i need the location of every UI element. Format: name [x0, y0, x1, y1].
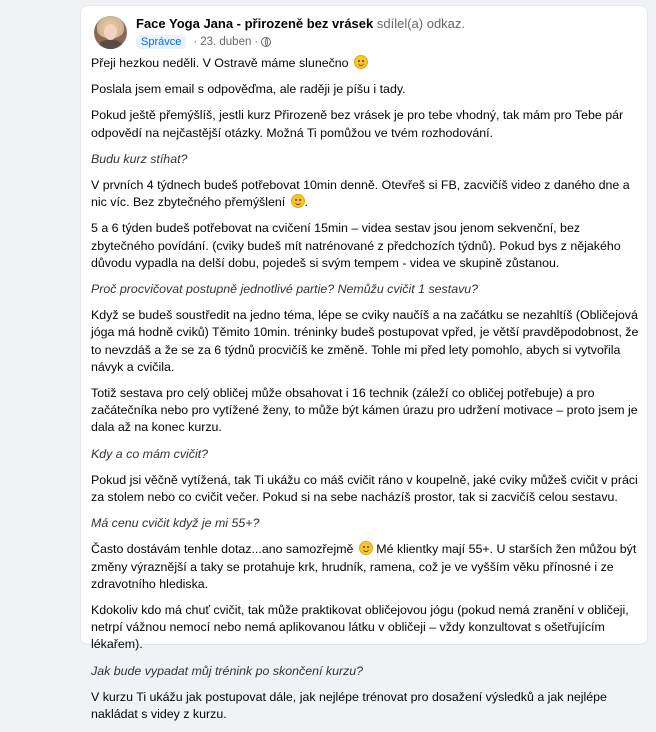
paragraph-text: Často dostávám tenhle dotaz...ano samozřejmě	[91, 542, 354, 557]
author-name[interactable]: Face Yoga Jana - přirozeně bez vrásek	[136, 16, 374, 31]
post-question	[91, 151, 639, 168]
paragraph-text: Pokud jsi věčně vytížená, tak Ti ukážu co máš cvičit ráno v koupelně, jaké cviky můžeš cvičit v práci za stolem nebo co cvičit večer. Pokud si na sebe nacházíš prostor, tak si zacvičíš celou sestavu.	[91, 472, 638, 505]
paragraph-text: Přeji hezkou neděli. V Ostravě máme slunečno	[91, 56, 349, 70]
post-date[interactable]: 23. duben	[200, 36, 252, 48]
paragraph-text-after: .	[304, 195, 309, 210]
paragraph-text: V kurzu Ti ukážu jak postupovat dále, jak nejlépe trénovat pro dosažení výsledků a jak nejlépe nakládat s videy z kurzu.	[91, 689, 607, 722]
paragraph-text: 5 a 6 týden budeš potřebovat na cvičení 15min – videa sestav jsou jenom sekvenční, bez zbytečného povídání. (cviky budeš mít natrénované z předchozích týdnů). Pokud bys z nějakého důvodu vypadla na delší dobu, pojedeš si svým tempem - videa ve skupině zůstanou.	[91, 221, 621, 270]
post-paragraph	[91, 307, 639, 376]
paragraph-text: Proč procvičovat postupně jednotlivé partie? Nemůžu cvičit 1 sestavu?	[91, 282, 479, 297]
post-paragraph	[91, 689, 639, 723]
post-paragraph	[91, 81, 639, 98]
post-paragraph	[91, 541, 639, 593]
post-title-line	[136, 16, 465, 31]
post-question	[91, 446, 639, 463]
post-paragraph	[91, 55, 639, 72]
post-meta: Správce · 23. duben ·	[136, 35, 274, 49]
paragraph-text: Kdy a co mám cvičit?	[91, 446, 209, 461]
smile-emoji-icon	[354, 55, 368, 69]
post-action: sdílel(a) odkaz.	[376, 16, 466, 31]
post-question	[91, 663, 639, 680]
post-paragraph	[91, 472, 639, 506]
paragraph-text: Poslala jsem email s odpověďma, ale raději je píšu i tady.	[91, 82, 406, 97]
post-paragraph	[91, 602, 639, 654]
author-avatar[interactable]	[94, 16, 127, 49]
post-body	[91, 55, 639, 732]
smile-emoji-icon	[359, 541, 373, 555]
post-header	[94, 12, 637, 52]
smile-emoji-icon	[291, 194, 305, 208]
post-card	[80, 5, 648, 722]
paragraph-text: Budu kurz stíhat?	[91, 151, 188, 166]
post-paragraph	[91, 385, 639, 437]
paragraph-text: V prvních 4 týdnech budeš potřebovat 10min denně. Otevřeš si FB, zacvičíš video z daného dne a nic víc. Bez zbytečného přemýšlení	[91, 178, 630, 210]
paragraph-text-after: Mé klientky mají 55+. U starších žen můžou být změny výraznější a taky se protahuje krk, hrudník, ramena, což je ve vyšším věku přínosné i ze zdravotního hlediska.	[91, 542, 637, 591]
paragraph-text: Pokud ještě přemýšlíš, jestli kurz Přirozeně bez vrásek je pro tebe vhodný, tak mám pro Tebe pár odpovědí na nejčastější otázky. Možná Ti pomůžou ve tvém rozhodování.	[91, 108, 624, 140]
audience-globe-icon	[261, 37, 271, 47]
post-paragraph	[91, 220, 639, 272]
post-paragraph	[91, 107, 639, 141]
post-paragraph	[91, 177, 639, 211]
post-question	[91, 515, 639, 532]
admin-badge: Správce	[136, 35, 186, 49]
post-question	[91, 281, 639, 298]
paragraph-text: Když se budeš soustředit na jedno téma, lépe se cviky naučíš a na začátku se nezahltíš (Obličejová jóga má hodně cviků) Těmito 10min. tréninky budeš postupovat vpřed, je větší pravděpodobnost, že to nevzdáš a že se za 6 týdnů procvičíš ke změně. Tohle mi před lety pomohlo, abych si vytvořila návyk a cvičila.	[91, 308, 639, 374]
paragraph-text: Totiž sestava pro celý obličej může obsahovat i 16 technik (záleží co obličej potřebuje) a pro začátečníka nebo pro vytížené ženy, to může být kámen úrazu pro udržení motivace – proto jsem je dala až na konec kurzu.	[91, 386, 638, 435]
paragraph-text: Kdokoliv kdo má chuť cvičit, tak může praktikovat obličejovou jógu (pokud nemá zranění v obličeji, netrpí vážnou nemocí nebo nemá aplikovanou látku v obličeji – vždy konzultovat s ošetřujícím lékařem).	[91, 603, 629, 652]
paragraph-text: Jak bude vypadat můj trénink po skončení kurzu?	[91, 663, 364, 678]
paragraph-text: Má cenu cvičit když je mi 55+?	[91, 516, 260, 531]
